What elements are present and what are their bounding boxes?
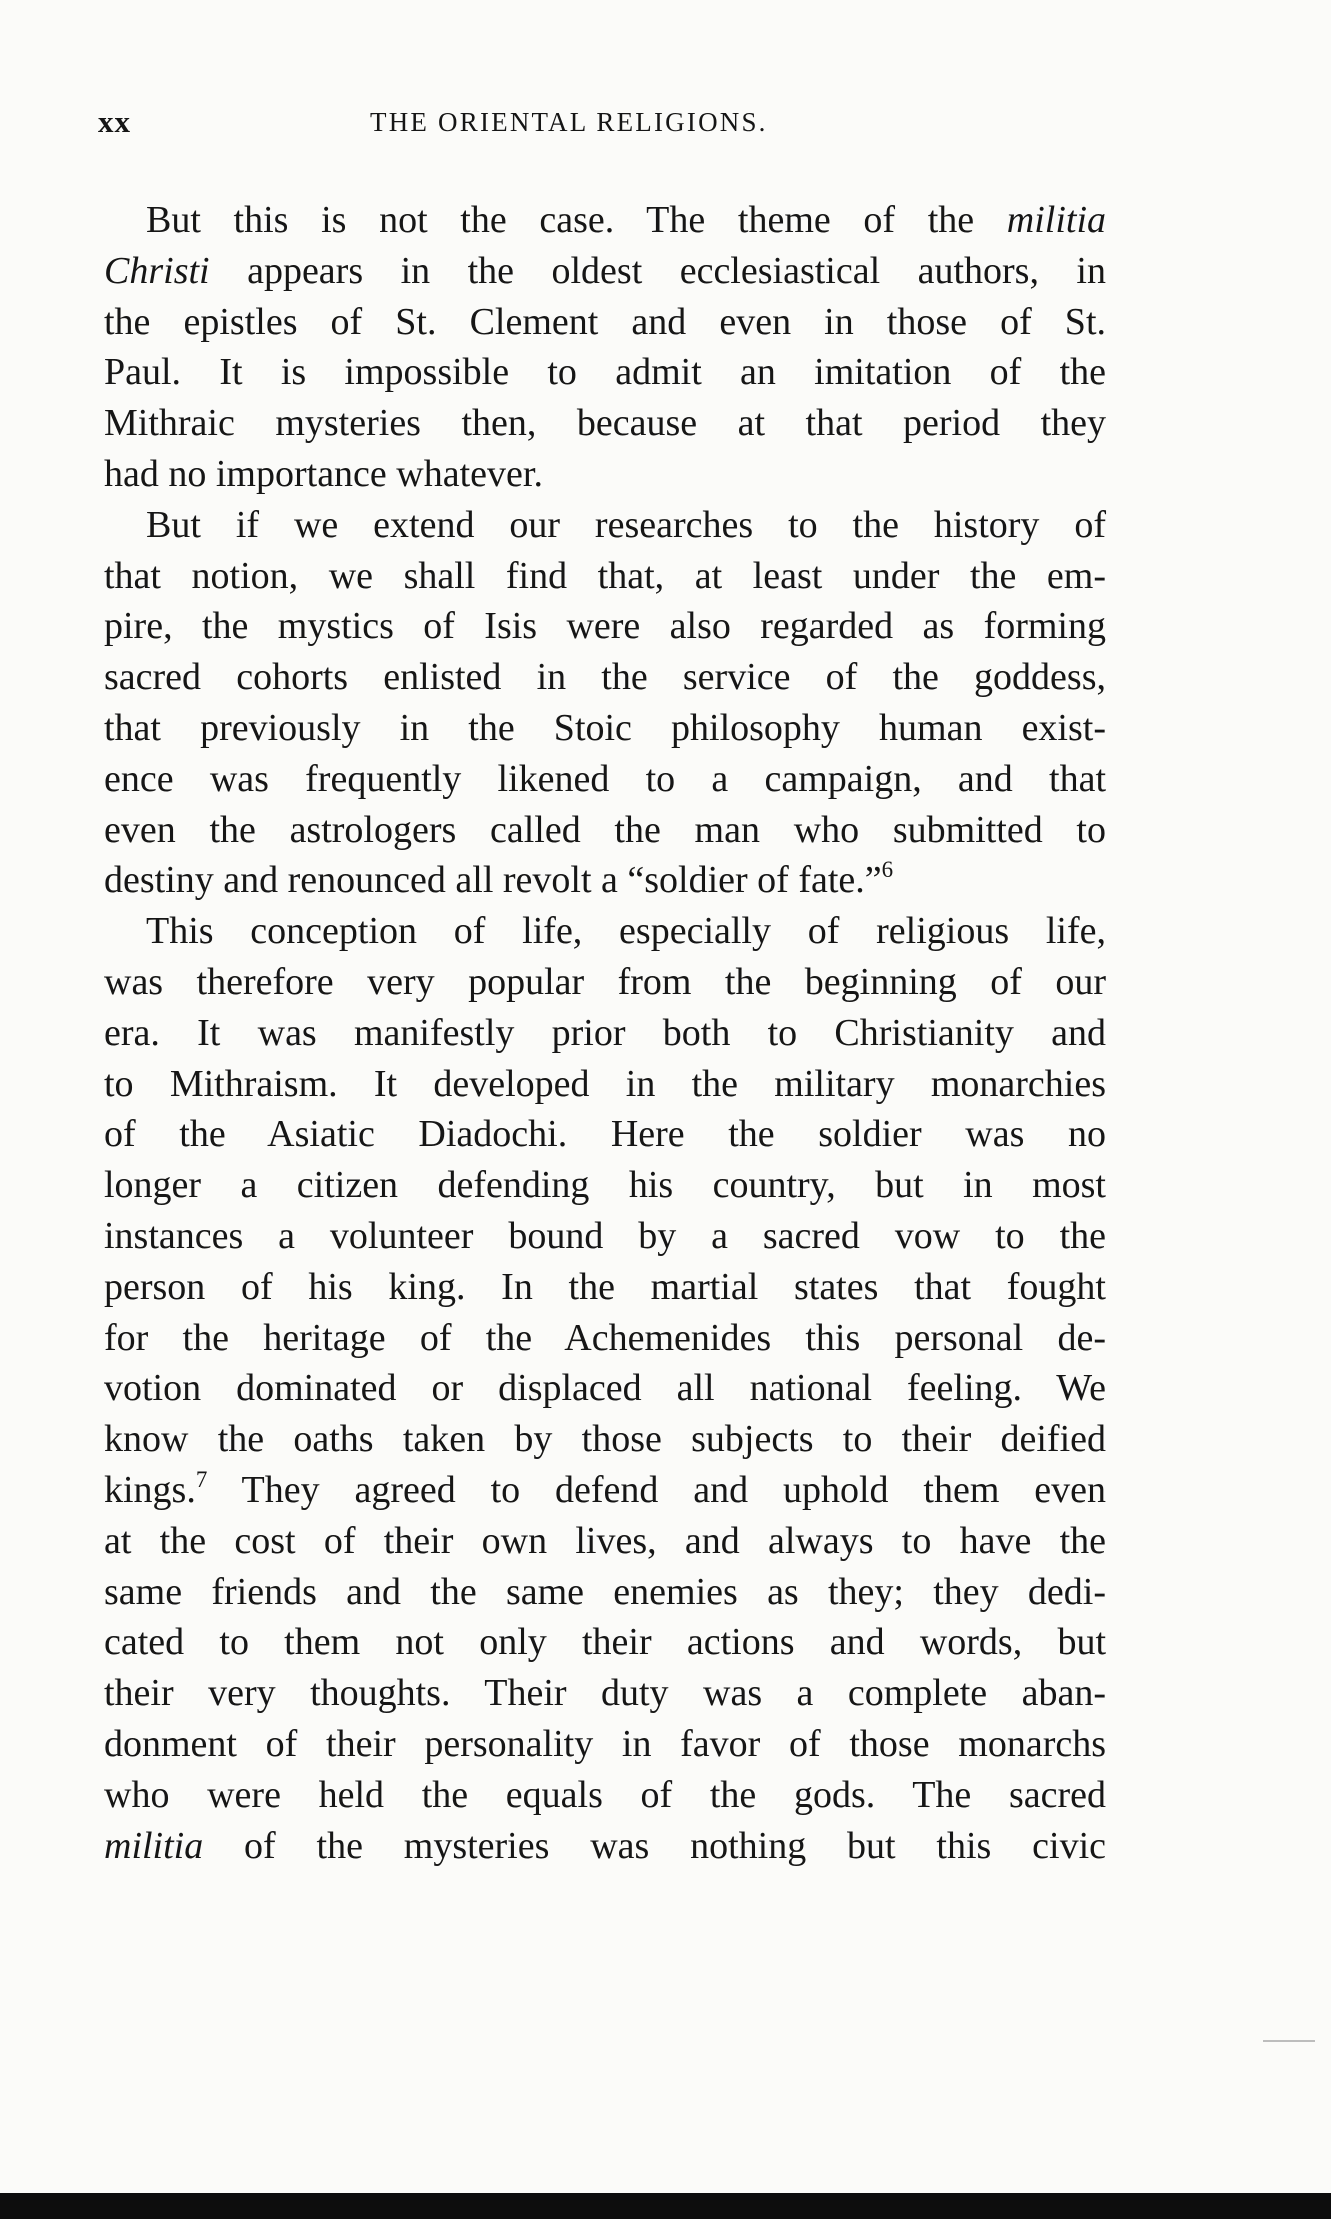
- paragraph: [104, 906, 1106, 1871]
- text-segment: donment of their personality in favor of those monarchs: [104, 1722, 1106, 1765]
- text-line: [104, 703, 1106, 754]
- footnote-reference: 7: [195, 1466, 208, 1492]
- text-segment: But this is not the case. The theme of the: [146, 199, 1007, 241]
- text-line: [104, 500, 1106, 551]
- text-segment: sacred cohorts enlisted in the service of the goddess,: [104, 656, 1106, 699]
- text-line: [104, 855, 1106, 906]
- text-segment: longer a citizen defending his country, but in most: [104, 1164, 1106, 1207]
- text-line: [104, 1109, 1106, 1160]
- text-segment: for the heritage of the Achemenides this personal de-: [104, 1316, 1106, 1359]
- text-line: [104, 551, 1106, 602]
- text-segment: the epistles of St. Clement and even in those of St.: [104, 300, 1106, 343]
- footnote-reference: 6: [881, 857, 894, 883]
- text-segment: But if we extend our researches to the history of: [146, 503, 1106, 546]
- text-line: [104, 347, 1106, 398]
- text-line: [104, 1770, 1106, 1821]
- text-line: [104, 652, 1106, 703]
- text-line: [104, 1719, 1106, 1770]
- page-number: xx: [98, 104, 131, 139]
- text-line: [104, 1363, 1106, 1414]
- text-line: [104, 1821, 1106, 1872]
- text-segment: kings.: [104, 1468, 196, 1511]
- body-text: [104, 195, 1106, 1871]
- text-segment: destiny and renounced all revolt a “soldier of fate.”: [104, 859, 882, 902]
- text-segment: ence was frequently likened to a campaign, and that: [104, 757, 1106, 800]
- text-segment: had no importance whatever.: [104, 452, 543, 495]
- text-segment: same friends and the same enemies as they; they dedi-: [104, 1570, 1106, 1613]
- text-line: [104, 805, 1106, 856]
- text-line: [104, 449, 1106, 500]
- text-line: [104, 1414, 1106, 1465]
- text-segment: Paul. It is impossible to admit an imitation of the: [104, 351, 1106, 394]
- text-line: [104, 754, 1106, 805]
- text-line: [104, 1211, 1106, 1262]
- text-segment: of the mysteries was nothing but this civic: [203, 1824, 1106, 1867]
- text-line: [104, 601, 1106, 652]
- text-line: [104, 1567, 1106, 1618]
- text-segment: person of his king. In the martial states that fought: [104, 1265, 1106, 1308]
- text-segment: know the oaths taken by those subjects to their deified: [104, 1418, 1106, 1461]
- text-segment: at the cost of their own lives, and always to have the: [104, 1519, 1106, 1562]
- text-line: [104, 1668, 1106, 1719]
- text-line: [104, 1465, 1106, 1516]
- text-segment: cated to them not only their actions and words, but: [104, 1621, 1106, 1664]
- text-line: [104, 957, 1106, 1008]
- text-line: [104, 1313, 1106, 1364]
- text-segment: They agreed to defend and uphold them even: [207, 1468, 1106, 1511]
- text-segment: who were held the equals of the gods. The sacred: [104, 1773, 1106, 1816]
- italic-term: militia: [1006, 199, 1106, 241]
- text-line: [104, 1516, 1106, 1567]
- running-head: THE ORIENTAL RELIGIONS.: [370, 107, 768, 137]
- text-segment: instances a volunteer bound by a sacred vow to the: [104, 1214, 1106, 1257]
- text-line: [104, 195, 1106, 246]
- paragraph: [104, 500, 1106, 906]
- text-line: [104, 1008, 1106, 1059]
- text-line: [104, 398, 1106, 449]
- text-line: [104, 246, 1106, 297]
- text-line: [104, 1262, 1106, 1313]
- text-segment: was therefore very popular from the beginning of our: [104, 960, 1106, 1003]
- text-segment: appears in the oldest ecclesiastical authors, in: [209, 249, 1106, 292]
- text-segment: that previously in the Stoic philosophy human exist-: [104, 706, 1106, 749]
- text-segment: their very thoughts. Their duty was a complete aban-: [104, 1672, 1106, 1715]
- text-line: [104, 906, 1106, 957]
- text-line: [104, 1617, 1106, 1668]
- text-line: [104, 1059, 1106, 1110]
- text-segment: of the Asiatic Diadochi. Here the soldier was no: [104, 1113, 1106, 1156]
- scan-bottom-edge: [0, 2193, 1331, 2219]
- text-segment: era. It was manifestly prior both to Christianity and: [104, 1011, 1106, 1054]
- text-segment: votion dominated or displaced all national feeling. We: [104, 1367, 1106, 1410]
- text-segment: This conception of life, especially of religious life,: [146, 910, 1106, 953]
- italic-term: Christi: [104, 249, 210, 292]
- text-segment: pire, the mystics of Isis were also regarded as forming: [104, 605, 1106, 648]
- text-segment: to Mithraism. It developed in the military monarchies: [104, 1062, 1106, 1105]
- text-segment: that notion, we shall find that, at least under the em-: [104, 554, 1106, 597]
- text-segment: Mithraic mysteries then, because at that period they: [104, 402, 1106, 445]
- text-line: [104, 1160, 1106, 1211]
- text-line: [104, 297, 1106, 348]
- italic-term: militia: [104, 1824, 204, 1867]
- page-edge-mark: [1263, 2040, 1315, 2042]
- page-header: [98, 104, 1106, 144]
- paragraph: [104, 195, 1106, 500]
- text-segment: even the astrologers called the man who submitted to: [104, 808, 1106, 851]
